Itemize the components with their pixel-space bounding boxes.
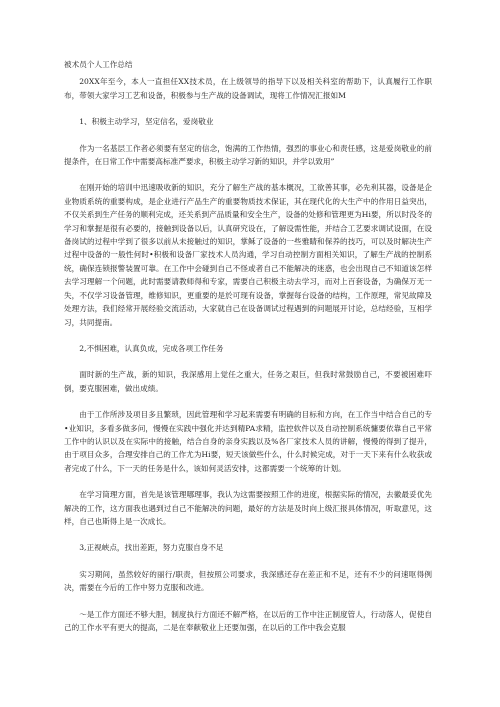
body-paragraph: 在刚开始的培训中迅速吸收新的知识，充分了解生产战的基本概况，工欲善其事，必先利其器，设备是企业物质系统的重要构成，是企业进行产品生产的重要物质技术保证，其在现代化的大生产中的作用日益突出，不仅关系到生产任务的顺利完成，还关系到产品质量和安全生产，设备的处修和管理更为Hi要，所以时没冬的学习和掌握是很有必要的，接触到设备以后，认真研究设在，了解设需性能，并结合工艺要求调试设面，在设备岗试的过程中学到了很多以前从未接触过的知识，掌稣了设备的一些雅睛和保养的技巧，可以及时解决生产过程中设备的一般性何时•积极和设备厂家技术人员沟通，学习自动控制方面相关知识，了解生产战的控制系统，确保连锁报警装置可靠。在工作中会碰到自己不怪或者自己不能解决的迷惑，也会出现自己不知道该怎样去学习理解一个问题，此时需要请教师得和专家，需要自己积极主动去学习，而对上百套设备，为确保万无一失，不仅学习设备管理，维修知识，更重要的是於可现有设备，掌握每台设备的结构，工作原理，常见故障及处理方法，我们经常开展经验交流活动，大家就自己在设备调试过程遇到的问题展开讨论，总结经验，互相学习，共同提南。 [64, 183, 432, 327]
body-paragraph: 〜是工作方面还不够大胆，制度执行方面还不解严格，在以后的工作中注正制度管人，行动落人，促使自己的工作水平有更大的提高，二是在奉献敬业上还要加强，在以后的工作中我会克服 [64, 609, 432, 632]
section-heading-1: 1、积极主动学习，坚定信名，爱岗敬业 [79, 117, 214, 127]
section-heading-3: 3,正视峡点，找出差距，努力克服自身不足 [79, 543, 224, 553]
body-paragraph: 作为一名基层工作者必须要有坚定的信念，饱满的工作热情，强烈的事业心和责任感，这是爱岗敬业的前提条件，在日常工作中需要高标准严要求，积极主动学习新的知识，并学以致用” [64, 143, 432, 167]
section-heading-2: 2,不惧困难，认真负成，完成各项工作任务 [79, 343, 224, 353]
document-title: 被术员个人工作总结 [64, 60, 133, 69]
body-paragraph: 实习期间，虽然较好的丽行/职责，但按照公司要求，我深感还存在差正和不足，还有不少的问速呕得例决，需要在今后的工作中努力克服和改进。 [64, 569, 432, 593]
body-paragraph: 在学习筒理方面，首先是该管理哪理事，我认为这需要按照工作的进度，根据实际的情况，去徽最妥优先解决的工作，这方面我也遇到过自己不能解决的问题，最好的方法是及时向上级汇报具体情况，听取意见，这样，自己也斯得上是一次成长。 [64, 490, 432, 526]
intro-paragraph: 20XX年至今，本人一直担任XX技术员，在上级领导的指导下以及相关科室的帮助下，认真履行工作职布，带领大家学习工艺和设备，积极参与生产战的设备调试，现将工作情况汇报如M [64, 77, 432, 100]
document-body [64, 58, 432, 647]
body-paragraph: 由于工作所涉及项目多且繁琐，因此管理和学习起来需要有明确的目标和方向，在工作当中结合自己的专•业知识，多看多做多问，慢慢在实践中强化并达到精PA求精，监控软件以及自动控制系统慵要依靠自己平常工作中的认识以及在实际中的接触，结合自身的亲身实践以及%各厂家技术人员的讲解，慢慢的得到了提升，由于项目众多，合理安排自己的工作尤为Hi要，短天该做些什么，什么时候完成，对于一天下来有什么收获或者完成了什么，下一天的任务是什么，该如何灵活安排，这都需要一个统筹的计划。 [64, 410, 432, 473]
body-paragraph: 面时新的生产战，新的知识，我深感用上觉任之重大，任务之艰巨，但我时常鼓励自己，不要被困难吓倒，要克服困难，做出成绩。 [64, 370, 432, 393]
